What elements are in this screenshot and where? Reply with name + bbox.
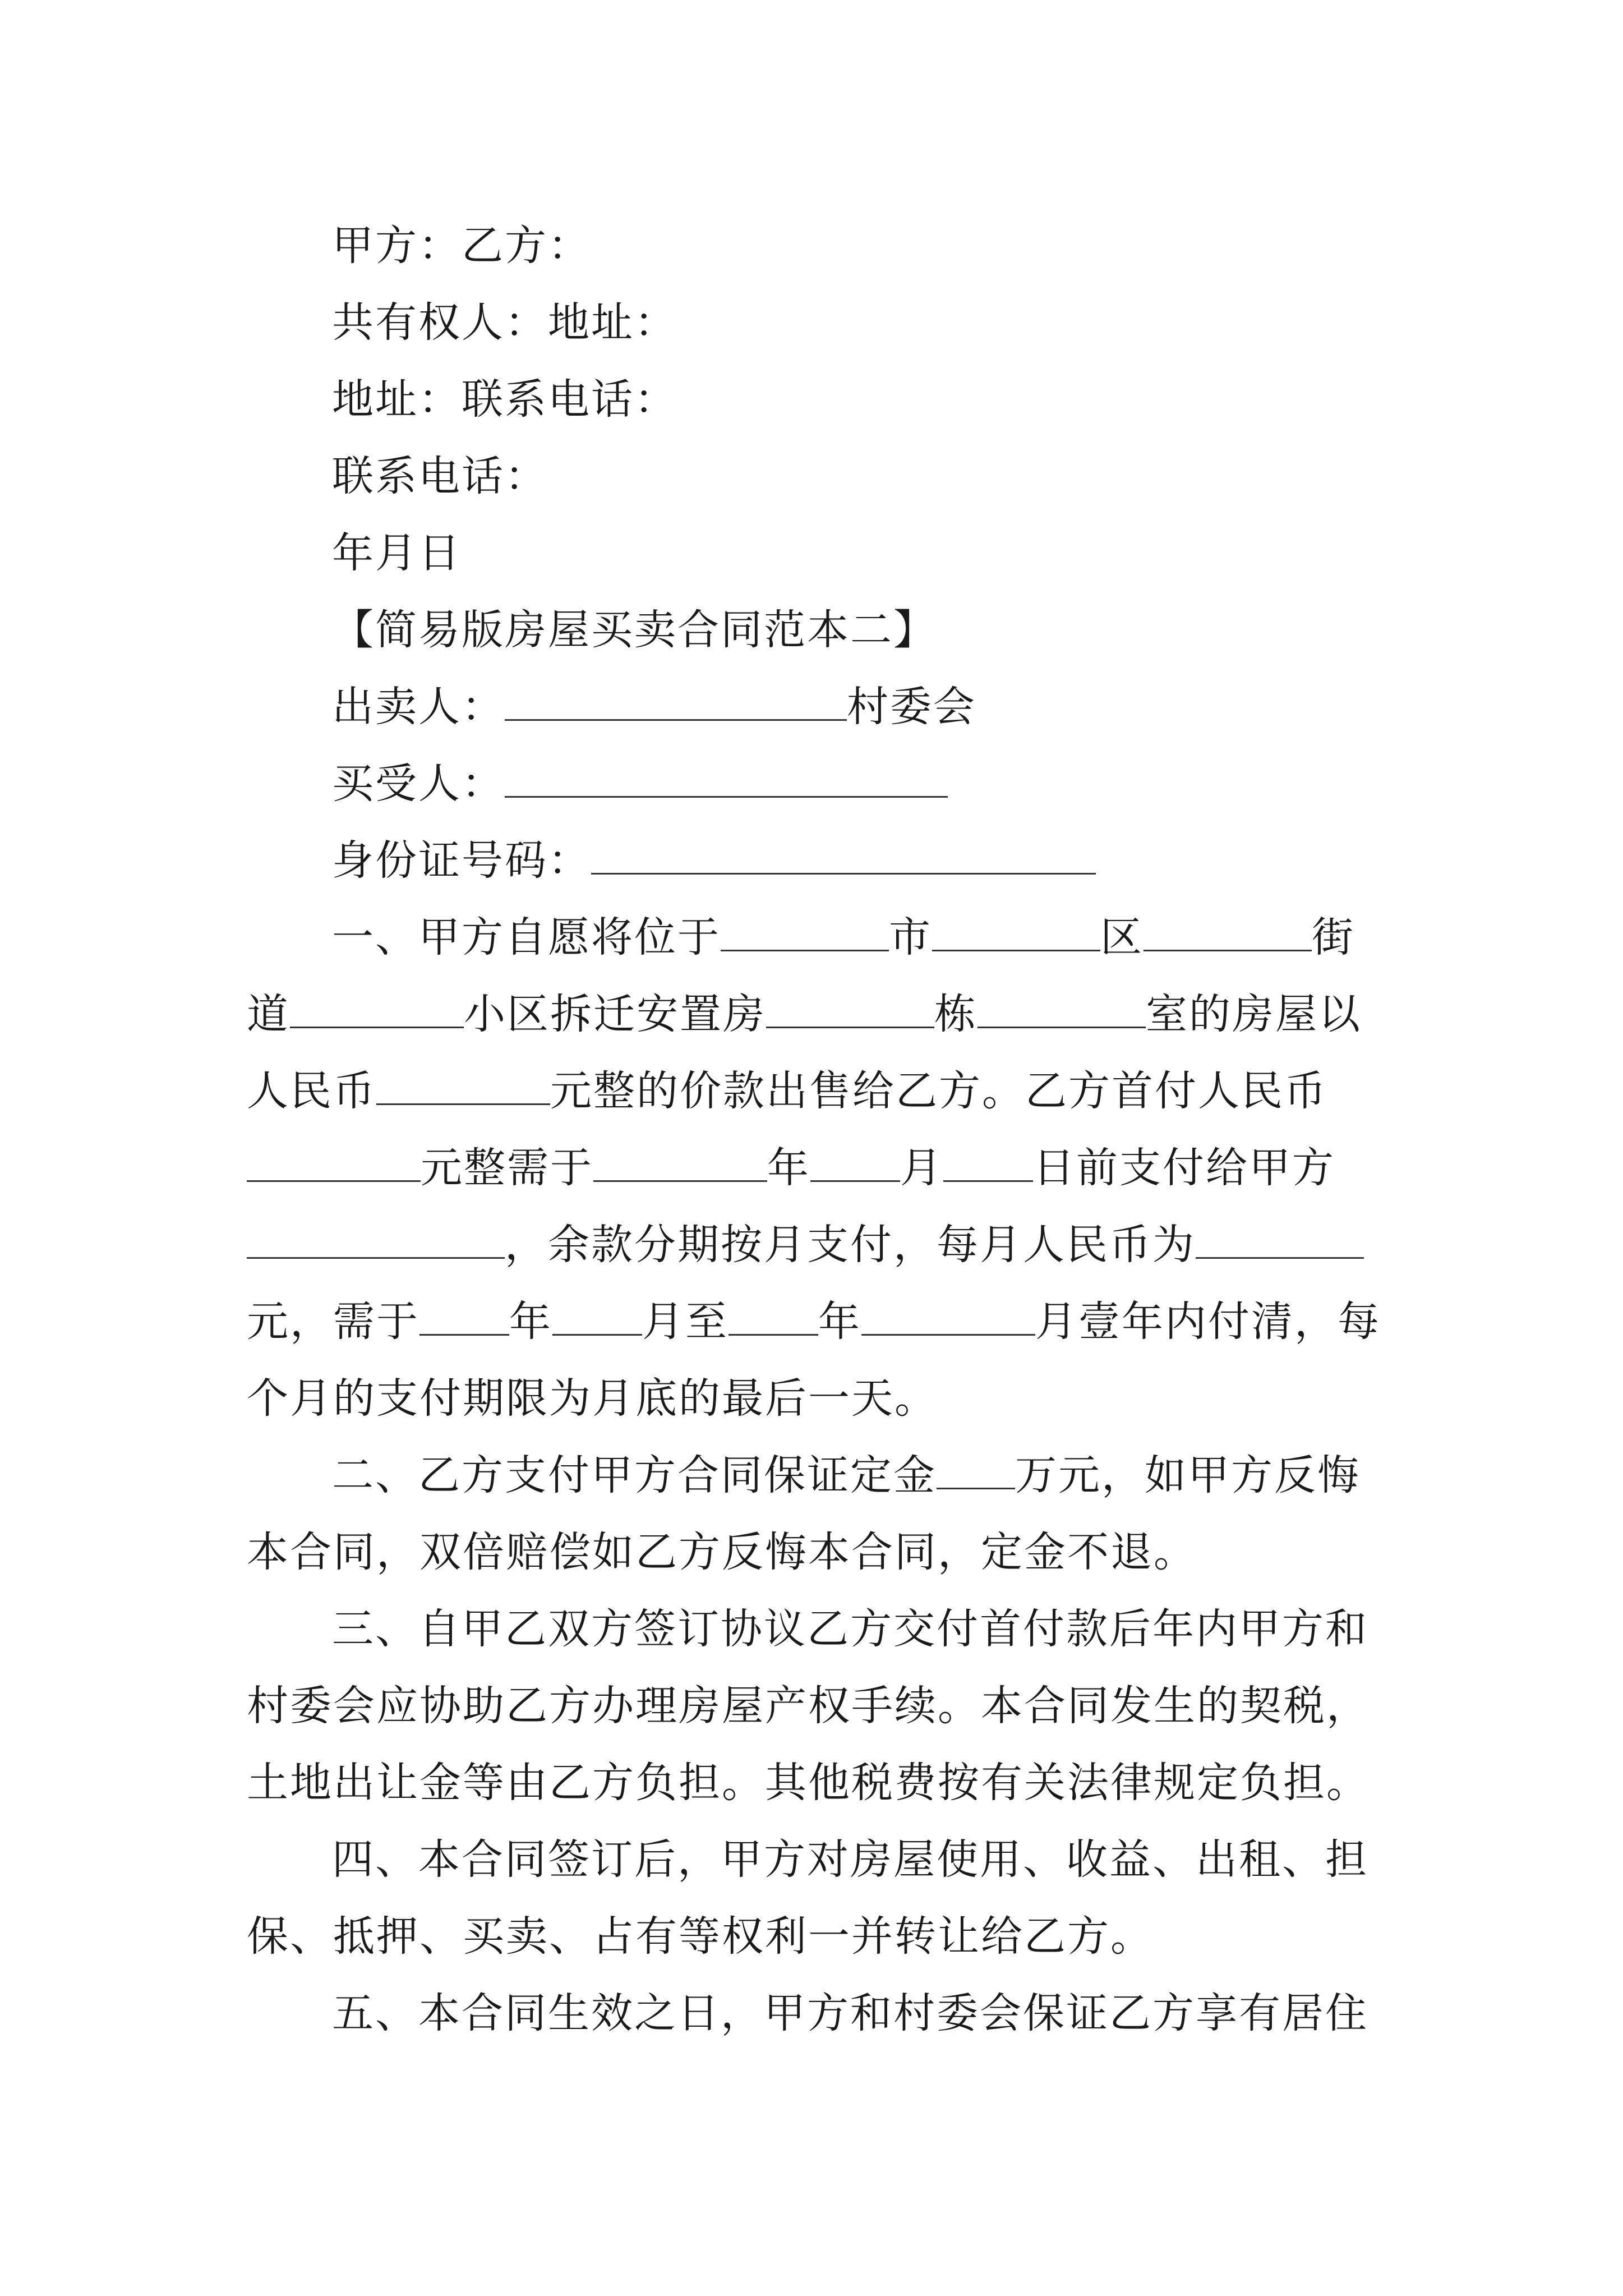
day-blank xyxy=(943,1145,1033,1182)
month-blank xyxy=(810,1145,900,1182)
seller-label: 出卖人： xyxy=(332,683,505,731)
clause-text: 元整的价款出售给乙方。乙方首付人民币 xyxy=(550,1067,1327,1115)
address-line: 地址：联系电话： xyxy=(332,375,677,424)
payee-blank xyxy=(247,1222,505,1259)
clause-text: 月至 xyxy=(642,1297,728,1346)
clause1-line3 xyxy=(247,1053,1391,1130)
contract-text xyxy=(247,208,1391,2052)
clause4-line1: 四、本合同签订后，甲方对房屋使用、收益、出租、担 xyxy=(332,1835,1368,1884)
party-line: 甲方：乙方： xyxy=(332,222,591,270)
price-blank xyxy=(376,1069,550,1105)
room-blank xyxy=(978,992,1146,1028)
clause-text: 月 xyxy=(900,1144,943,1192)
end-year-blank xyxy=(728,1299,818,1336)
start-month-blank xyxy=(552,1299,642,1336)
clause-text: 人民币 xyxy=(247,1067,376,1115)
down-payment-blank xyxy=(247,1145,421,1182)
clause3-line3: 土地出让金等由乙方负担。其他税费按有关法律规定负担。 xyxy=(247,1759,1370,1807)
end-month-blank xyxy=(861,1299,1035,1336)
clause-text: 道 xyxy=(247,990,290,1038)
seller-line xyxy=(247,669,1391,746)
clause-text: 小区拆迁安置房 xyxy=(464,990,766,1038)
building-blank xyxy=(766,992,934,1028)
buyer-label: 买受人： xyxy=(332,760,505,808)
clause-text: 市 xyxy=(889,913,932,961)
date-line: 年月日 xyxy=(332,529,462,577)
clause-text: 室的房屋以 xyxy=(1146,990,1362,1038)
city-blank xyxy=(721,915,889,951)
id-blank xyxy=(591,838,1096,875)
clause-text: 元整需于 xyxy=(421,1144,593,1192)
year-blank xyxy=(593,1145,767,1182)
seller-blank xyxy=(505,684,847,721)
clause1-line5 xyxy=(247,1207,1391,1283)
community-blank xyxy=(290,992,464,1028)
clause-text: 年 xyxy=(509,1297,552,1346)
clause4-line2: 保、抵押、买卖、占有等权利一并转让给乙方。 xyxy=(247,1912,1154,1961)
clause3-line2: 村委会应协助乙方办理房屋产权手续。本合同发生的契税， xyxy=(247,1682,1370,1730)
id-number-line xyxy=(247,822,1391,899)
clause-text: 年 xyxy=(767,1144,810,1192)
clause1-line4 xyxy=(247,1130,1391,1207)
buyer-line xyxy=(247,746,1391,822)
clause-text: 月壹年内付清，每 xyxy=(1035,1297,1381,1346)
clause2-line2: 本合同，双倍赔偿如乙方反悔本合同，定金不退。 xyxy=(247,1528,1197,1576)
clause-text: 街 xyxy=(1312,913,1355,961)
clause-text: 年 xyxy=(818,1297,861,1346)
deposit-blank xyxy=(937,1453,1015,1489)
clause1-line7: 个月的支付期限为月底的最后一天。 xyxy=(247,1374,938,1423)
clause-text: ，余款分期按月支付，每月人民币为 xyxy=(505,1221,1196,1269)
clause-text: 栋 xyxy=(934,990,978,1038)
clause3-line1: 三、自甲乙双方签订协议乙方交付首付款后年内甲方和 xyxy=(332,1605,1368,1653)
clause-text: 日前支付给甲方 xyxy=(1033,1144,1335,1192)
id-label: 身份证号码： xyxy=(332,836,591,885)
clause-text: 万元，如甲方反悔 xyxy=(1015,1451,1361,1499)
start-year-blank xyxy=(419,1299,509,1336)
clause-text: 区 xyxy=(1100,913,1144,961)
clause-text: 一、甲方自愿将位于 xyxy=(332,913,721,961)
section-title: 【简易版房屋买卖合同范本二】 xyxy=(332,606,937,654)
clause1-line6 xyxy=(247,1283,1391,1360)
seller-suffix: 村委会 xyxy=(847,683,976,731)
clause-text: 二、乙方支付甲方合同保证定金 xyxy=(332,1451,937,1499)
clause5-line1: 五、本合同生效之日，甲方和村委会保证乙方享有居住 xyxy=(332,1989,1368,2037)
district-blank xyxy=(932,915,1100,951)
phone-line: 联系电话： xyxy=(332,452,548,500)
clause2-line1 xyxy=(247,1437,1391,1514)
street-blank xyxy=(1144,915,1312,951)
clause-text: 元，需于 xyxy=(247,1297,419,1346)
clause1-line1 xyxy=(247,899,1391,976)
clause1-line2 xyxy=(247,976,1391,1053)
buyer-blank xyxy=(505,761,948,798)
co-owner-line: 共有权人：地址： xyxy=(332,298,677,347)
monthly-amount-blank xyxy=(1196,1222,1364,1259)
